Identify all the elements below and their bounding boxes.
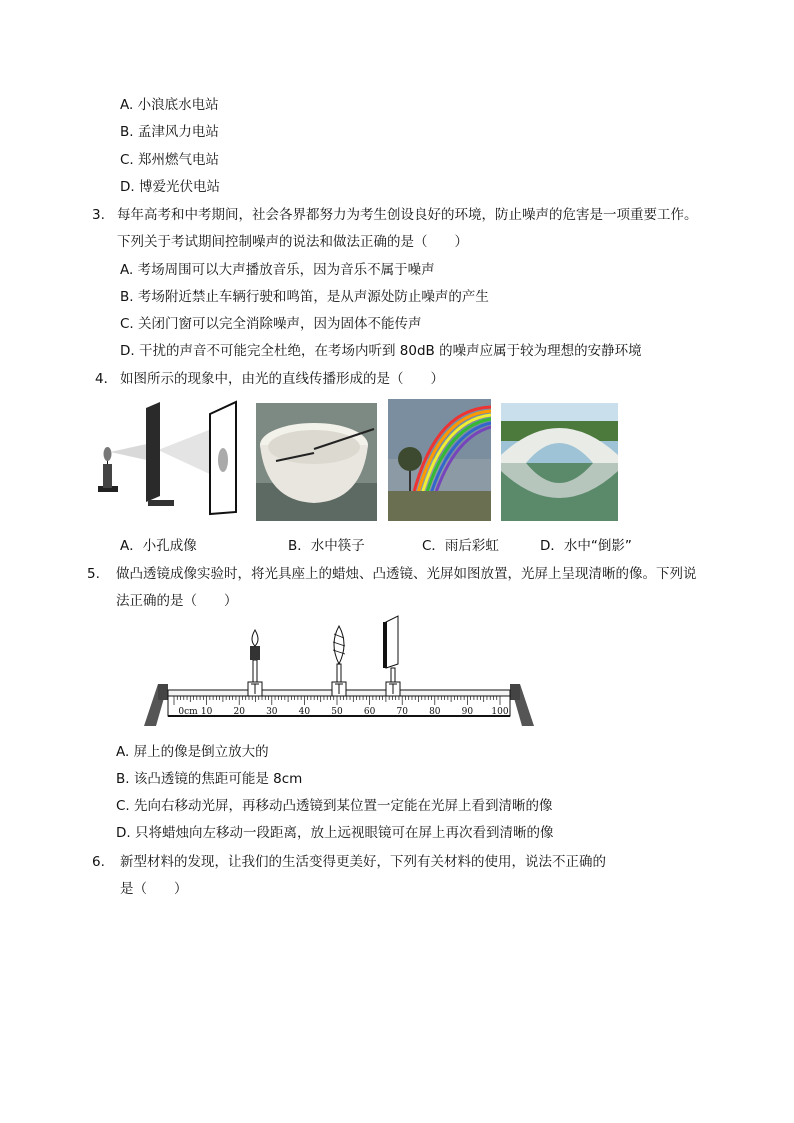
ruler-label: 90 xyxy=(461,707,474,717)
q2-option-a: A. 小浪底水电站 xyxy=(120,97,219,113)
ruler-label: 10 xyxy=(200,707,213,717)
q5-stem-line2: 法正确的是（ ） xyxy=(116,593,238,609)
q3-option-d: D. 干扰的声音不可能完全杜绝，在考场内听到 80dB 的噪声应属于较为理想的安静环境 xyxy=(120,343,642,359)
ruler-label: 50 xyxy=(331,707,343,717)
q4-caption-c: C．雨后彩虹 xyxy=(422,538,499,554)
q3-number: 3. xyxy=(92,207,105,223)
q3-stem-line1: 每年高考和中考期间，社会各界都努力为考生创设良好的环境，防止噪声的危害是一项重要工作。 xyxy=(117,207,698,223)
q4-stem: 如图所示的现象中，由光的直线传播形成的是（ ） xyxy=(120,371,444,387)
ruler-label: 20 xyxy=(233,707,245,717)
rainbow-photo xyxy=(388,399,491,521)
ruler-label: 80 xyxy=(429,707,441,717)
ruler-label: 0cm xyxy=(178,707,198,717)
ruler-label: 70 xyxy=(396,707,408,717)
ruler-label: 30 xyxy=(266,707,278,717)
q6-number: 6. xyxy=(92,854,105,870)
q3-stem-line2: 下列关于考试期间控制噪声的说法和做法正确的是（ ） xyxy=(117,234,468,250)
bridge-reflection-photo xyxy=(501,403,618,521)
q5-number: 5. xyxy=(87,566,100,582)
q4-caption-a: A．小孔成像 xyxy=(120,538,197,554)
q4-caption-d: D．水中“倒影” xyxy=(540,538,632,554)
q5-stem-line1: 做凸透镜成像实验时，将光具座上的蜡烛、凸透镜、光屏如图放置，光屏上呈现清晰的像。下列说 xyxy=(116,566,697,582)
q2-option-b: B. 孟津风力电站 xyxy=(120,124,219,140)
q5-option-b: B. 该凸透镜的焦距可能是 8cm xyxy=(116,771,303,787)
q2-option-c: C. 郑州燃气电站 xyxy=(120,152,220,168)
ruler-label: 40 xyxy=(298,707,311,717)
q6-stem-line2: 是（ ） xyxy=(120,881,188,897)
q2-option-d: D. 博爱光伏电站 xyxy=(120,179,220,195)
pinhole-imaging-figure xyxy=(90,400,242,516)
q4-caption-b: B．水中筷子 xyxy=(288,538,365,554)
q3-option-a: A. 考场周围可以大声播放音乐，因为音乐不属于噪声 xyxy=(120,262,435,278)
chopstick-in-water-photo xyxy=(256,403,377,521)
q3-option-c: C. 关闭门窗可以完全消除噪声，因为固体不能传声 xyxy=(120,316,422,332)
q5-option-c: C. 先向右移动光屏，再移动凸透镜到某位置一定能在光屏上看到清晰的像 xyxy=(116,798,553,814)
ruler-label: 100 xyxy=(491,707,509,717)
q3-option-b: B. 考场附近禁止车辆行驶和鸣笛，是从声源处防止噪声的产生 xyxy=(120,289,489,305)
ruler-label: 60 xyxy=(363,707,376,717)
q5-option-d: D. 只将蜡烛向左移动一段距离，放上远视眼镜可在屏上再次看到清晰的像 xyxy=(116,825,554,841)
optical-bench-figure xyxy=(140,612,544,732)
q6-stem-line1: 新型材料的发现，让我们的生活变得更美好，下列有关材料的使用，说法不正确的 xyxy=(120,854,606,870)
q5-option-a: A. 屏上的像是倒立放大的 xyxy=(116,744,269,760)
q4-number: 4． xyxy=(95,371,118,387)
